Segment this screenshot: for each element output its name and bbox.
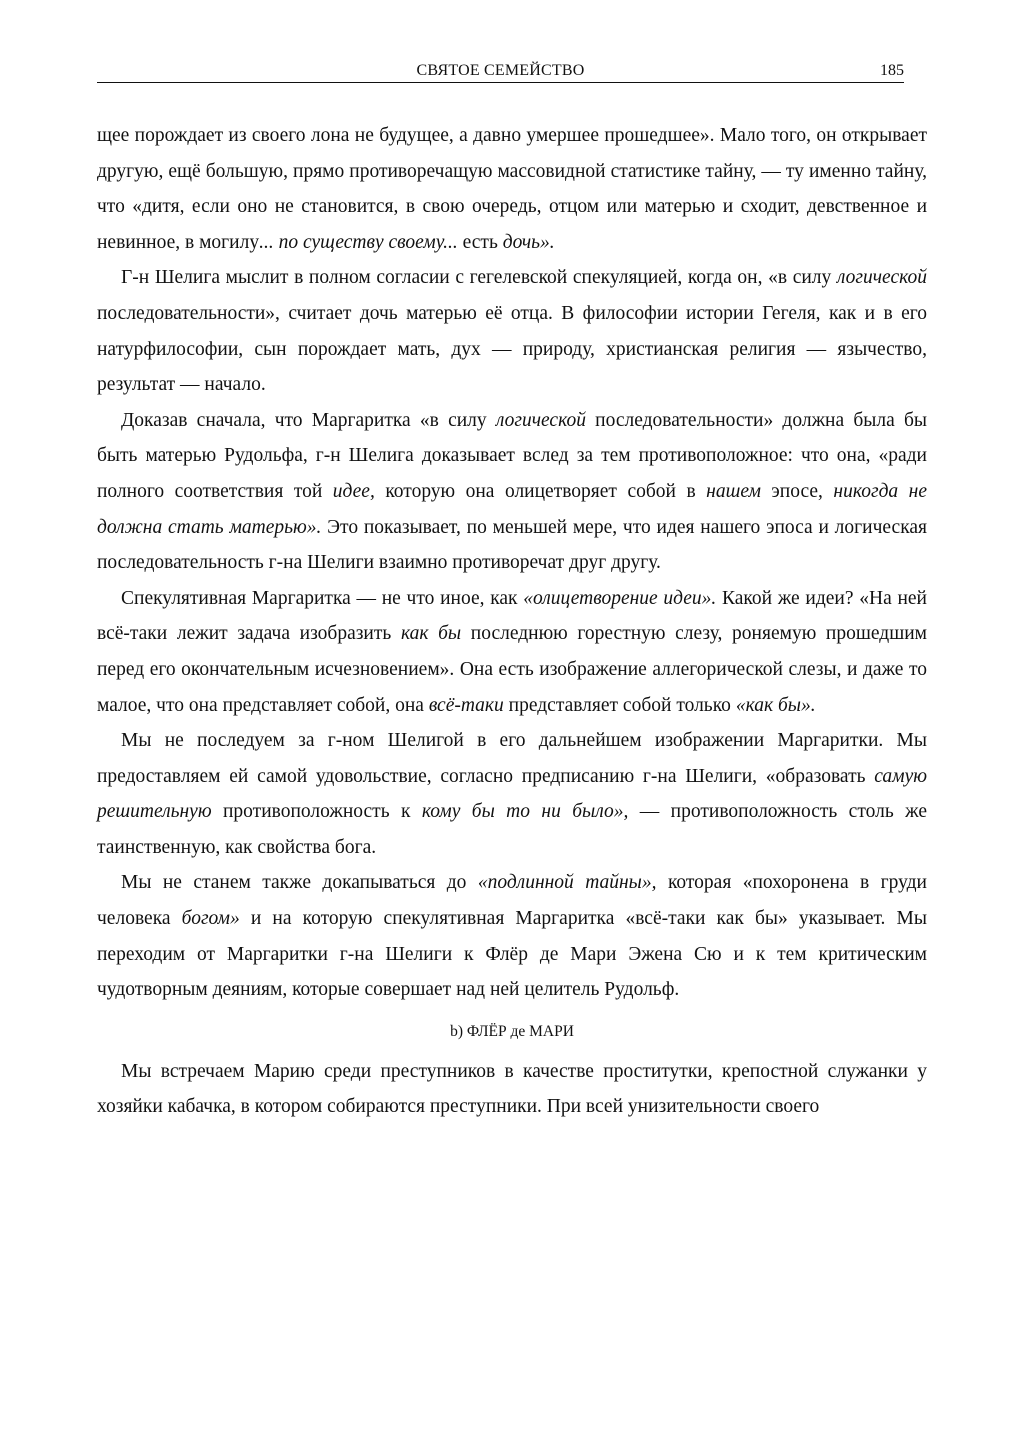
paragraph-3 bbox=[97, 403, 927, 581]
italic-run: ... по существу своему... bbox=[259, 231, 458, 253]
text-run: Мы не станем также докапываться до bbox=[121, 872, 478, 894]
italic-run: «как бы». bbox=[735, 694, 816, 716]
text-run: Г-н Шелига мыслит в полном согласии с гегелевской спекуляцией, когда он, «в силу bbox=[121, 267, 837, 289]
paragraph-6 bbox=[97, 865, 927, 1007]
text-run: щее порождает из своего лона не будущее, а давно умершее прошедшее». Мало того, он открывает другую, ещё большую, прямо противоречащую массовидной статистике тайну, — ту именно тайну, что «дитя, если оно не становится, в свою очередь, отцом или матерью и сходит, девственное и невинное, в могилу bbox=[97, 125, 927, 253]
text-run: которую она олицетворяет собой в bbox=[374, 480, 707, 502]
text-run: Какой же идеи? «На ней всё-таки лежит задача изобразить bbox=[97, 587, 927, 645]
paragraph-1 bbox=[97, 118, 927, 260]
text-run: представляет собой только bbox=[503, 694, 736, 716]
text-run: Мы встречаем Марию среди преступников в качестве проститутки, крепостной служанки у хозяйки кабачка, в котором собираются преступники. При всей унизительности своего bbox=[97, 1060, 927, 1118]
text-run: — противоположность столь же таинственную, как свойства бога. bbox=[97, 801, 927, 858]
italic-run: «олицетворение идеи». bbox=[523, 587, 717, 609]
italic-run: кому бы то ни было», bbox=[421, 801, 629, 823]
italic-run: всё-таки bbox=[428, 694, 504, 716]
text-run: противоположность к bbox=[211, 801, 422, 823]
text-run: Спекулятивная Маргаритка — не что иное, как bbox=[121, 587, 524, 609]
text-run: Доказав сначала, что Маргаритка «в силу bbox=[121, 409, 496, 431]
text-run: Это показывает, по меньшей мере, что идея нашего эпоса и логическая последовательность г-на Шелиги взаимно противоречат друг другу. bbox=[97, 516, 928, 574]
running-header bbox=[97, 58, 904, 83]
text-run: которая «похоронена в груди человека bbox=[97, 872, 927, 930]
text-run: есть bbox=[457, 231, 503, 253]
body-text bbox=[97, 118, 927, 1125]
italic-run: «подлинной тайны», bbox=[477, 872, 657, 894]
paragraph-2 bbox=[97, 260, 927, 402]
italic-run: богом» bbox=[181, 908, 240, 930]
text-run: последнюю горестную слезу, роняемую прошедшим перед его окончательным исчезновением». Она есть изображение аллегорической слезы, и даже то малое, что она представляет собой, она bbox=[97, 623, 927, 716]
italic-run: никогда не должна стать матерью». bbox=[97, 480, 928, 538]
paragraph-7 bbox=[97, 1054, 927, 1125]
text-run: последовательности» должна была бы быть матерью Рудольфа, г-н Шелига доказывает вслед за тем противоположное: что она, «ради полного соответствия той bbox=[97, 409, 927, 502]
text-run: Мы не последуем за г-ном Шелигой в его дальнейшем изображении Маргаритки. Мы предоставляем ей самой удовольствие, согласно предписанию г-на Шелиги, «образовать bbox=[97, 730, 927, 787]
italic-run: дочь». bbox=[502, 231, 555, 253]
italic-run: самую решительную bbox=[97, 765, 927, 823]
italic-run: идее, bbox=[332, 480, 375, 502]
paragraph-5 bbox=[97, 723, 927, 865]
italic-run: нашем bbox=[706, 480, 761, 502]
section-heading: b) ФЛЁР де МАРИ bbox=[450, 1022, 574, 1040]
running-title: СВЯТОЕ СЕМЕЙСТВО bbox=[416, 62, 585, 79]
text-run: последовательности», считает дочь матерью её отца. В философии истории Гегеля, как и в его натурфилософии, сын порождает мать, дух — природу, христианская религия — язычество, результат — начало. bbox=[97, 302, 927, 396]
italic-run: логической bbox=[836, 267, 927, 289]
italic-run: логической bbox=[495, 409, 586, 431]
text-run: и на которую спекулятивная Маргаритка «всё-таки как бы» указывает. Мы переходим от Маргаритки г-на Шелиги к Флёр де Мари Эжена Сю и к тем критическим чудотворным деяниям, которые совершает над ней целитель Рудольф. bbox=[97, 908, 927, 1001]
page-number: 185 bbox=[880, 62, 904, 79]
italic-run: как бы bbox=[400, 623, 462, 645]
paragraph-4 bbox=[97, 581, 927, 723]
text-run: эпосе, bbox=[760, 480, 834, 502]
